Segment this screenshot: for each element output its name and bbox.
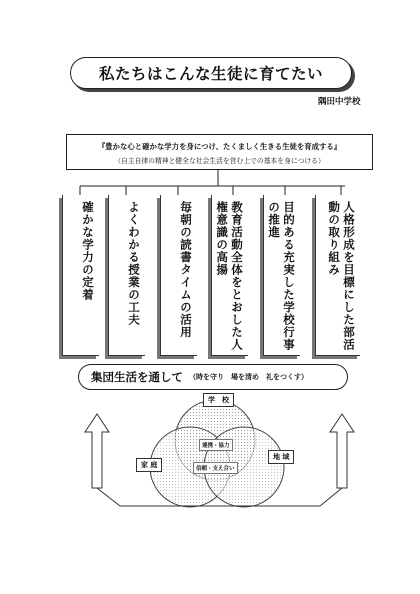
goal-main-text: 『豊かな心と確かな学力を身につけ、たくましく生きる生徒を育成する』: [97, 142, 342, 151]
goal-sub-text: （自主自律の精神と健全な社会生活を営む上での基本を身につける）: [114, 157, 325, 165]
pillar-text-5: 目的ある充実した学校行事の推進: [267, 201, 296, 351]
group-life-sub: （時を守り 場を清め 礼をつくす）: [189, 373, 308, 381]
page-title: 私たちはこんな生徒に育てたい: [70, 57, 352, 89]
up-arrow-left-icon: [85, 414, 109, 488]
up-arrow-right-icon: [330, 414, 354, 488]
cooperation-label: 連携・協力: [199, 439, 233, 451]
school-label: 学 校: [203, 393, 234, 407]
trust-label: 信頼・支え合い: [193, 462, 238, 474]
pillar-text-4: 教育活動全体をとおした人権意識の高揚: [215, 201, 244, 351]
pillar-text-3: 毎朝の読書タイムの活用: [179, 201, 193, 339]
school-name: 隅田中学校: [318, 97, 361, 107]
pillar-text-1: 確かな学力の定着: [81, 201, 95, 301]
home-label: 家 庭: [136, 458, 162, 472]
community-label: 地 域: [268, 450, 294, 464]
pillar-text-6: 人格形成を目標にした部活動の取り組み: [327, 201, 356, 351]
pillar-text-2: よくわかる授業の工夫: [127, 201, 141, 326]
group-life-main: 集団生活を通して: [91, 370, 183, 384]
